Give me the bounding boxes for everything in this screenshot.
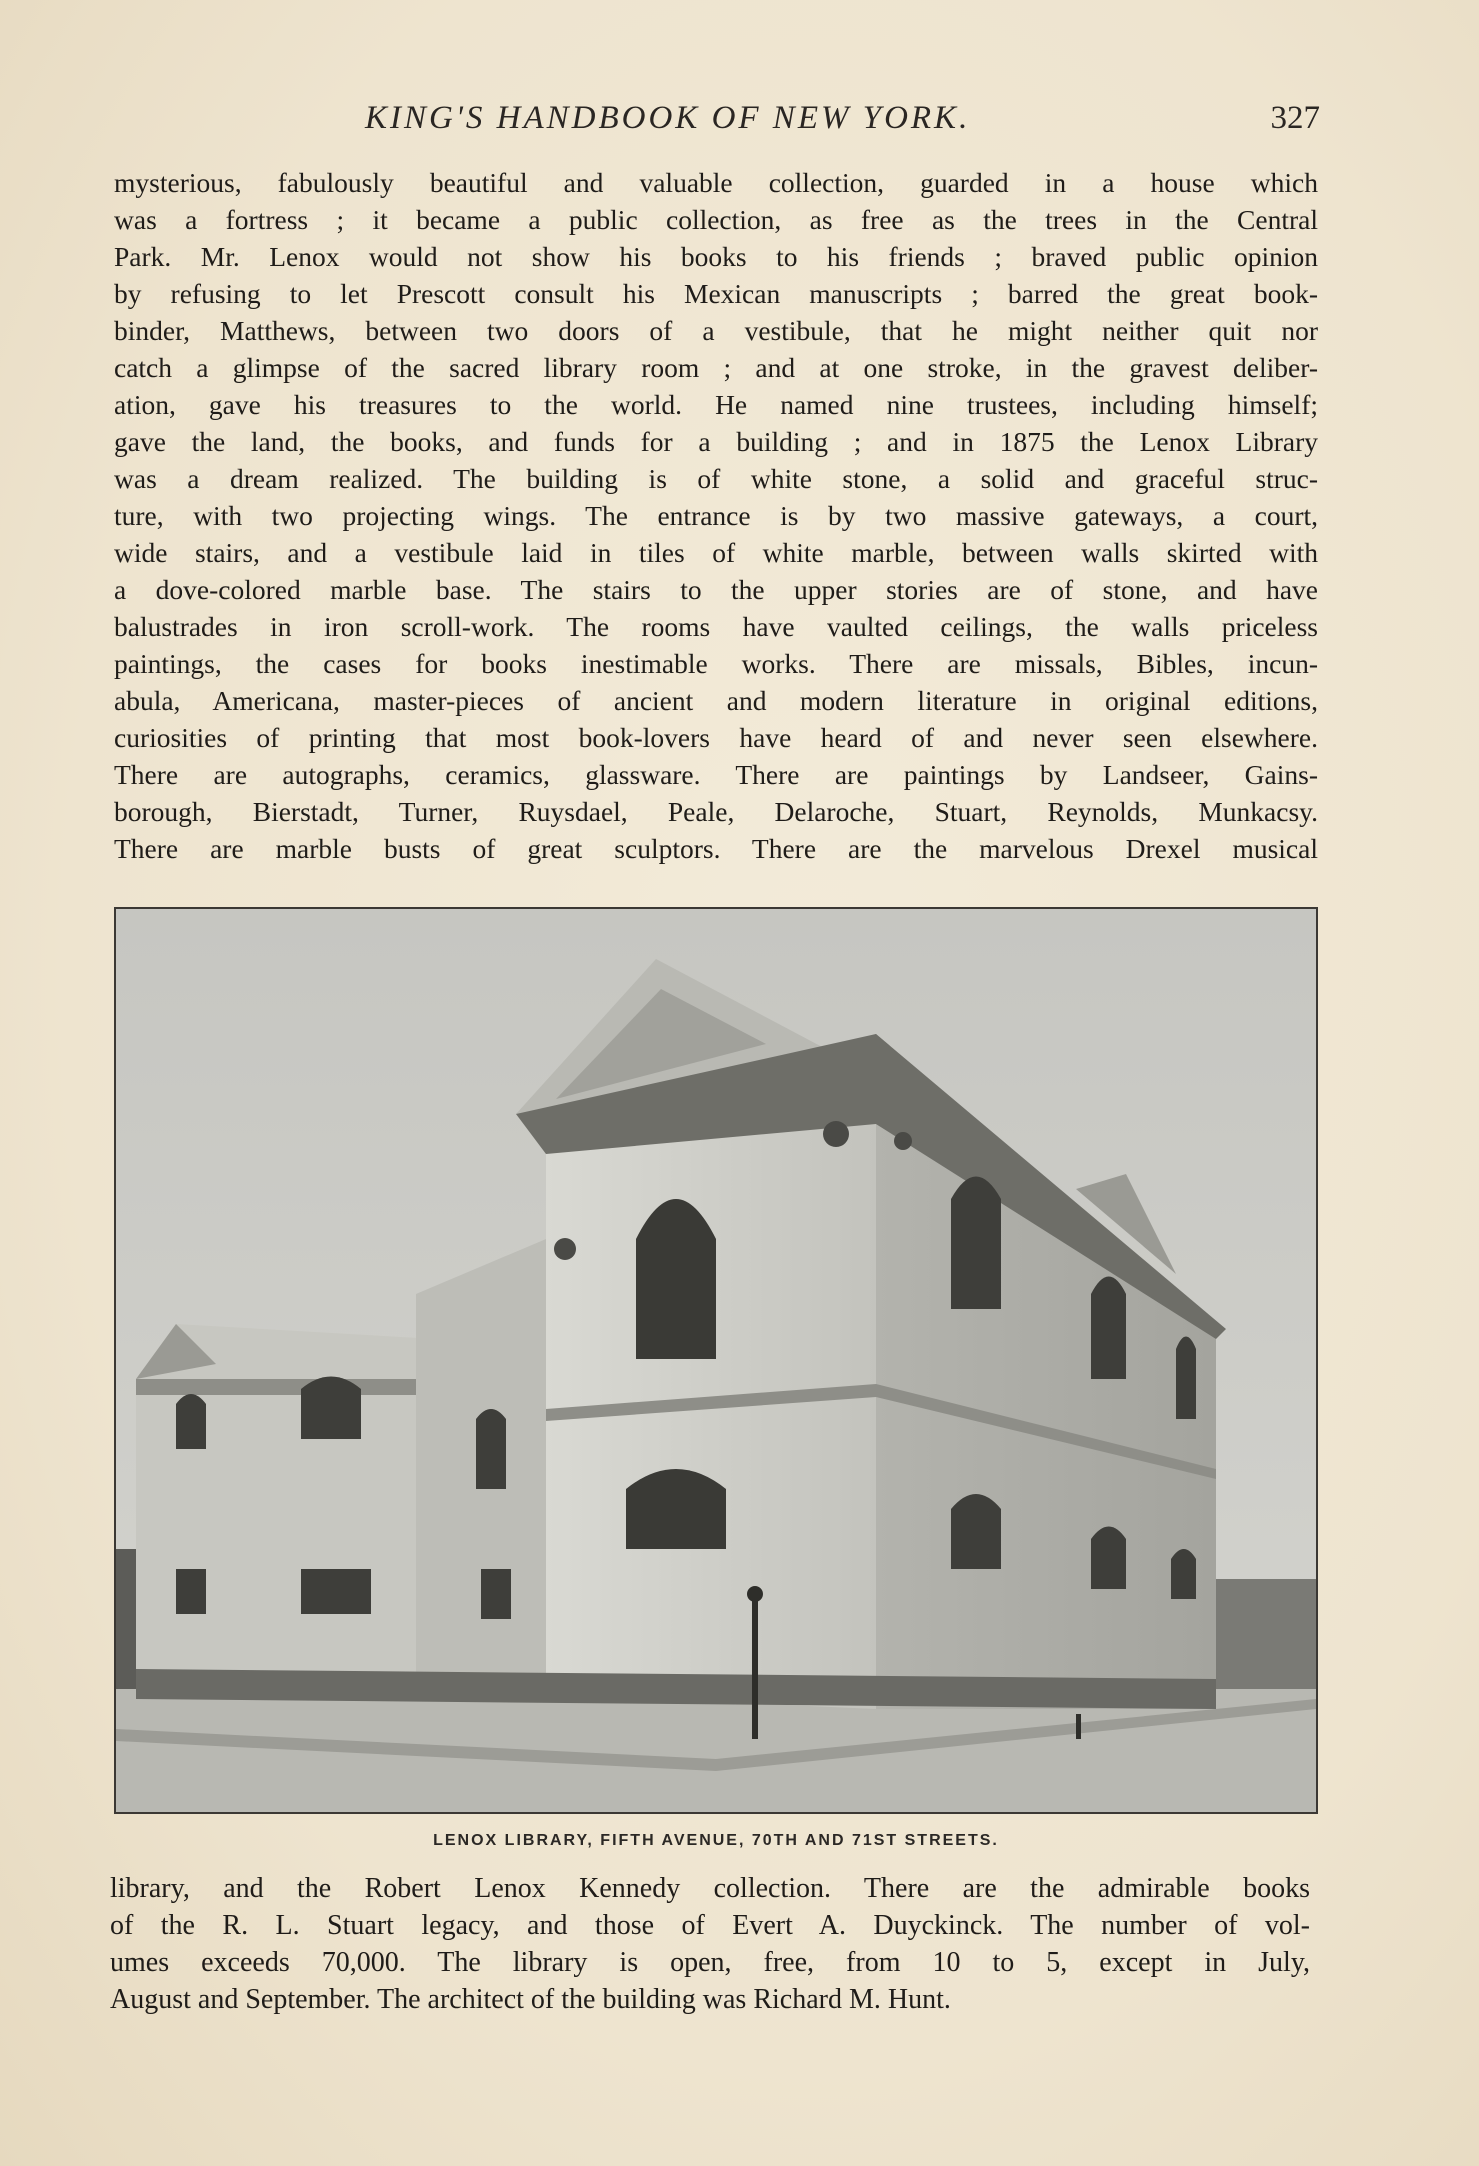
text-line: mysterious, fabulously beautiful and valuable collection, guarded in a house which xyxy=(114,167,1318,198)
text-line: of the R. L. Stuart legacy, and those of Evert A. Duyckinck. The number of vol- xyxy=(110,1910,1310,1941)
page-number: 327 xyxy=(1270,100,1320,136)
text-line: was a dream realized. The building is of white stone, a solid and graceful struc- xyxy=(114,463,1318,494)
text-line: There are marble busts of great sculptors. There are the marvelous Drexel musical xyxy=(114,833,1318,864)
text-line: a dove-colored marble base. The stairs to the upper stories are of stone, and have xyxy=(114,574,1318,605)
figure-caption: LENOX LIBRARY, FIFTH AVENUE, 70TH AND 71ST STREETS. xyxy=(433,1832,999,1849)
text-line: paintings, the cases for books inestimable works. There are missals, Bibles, incun- xyxy=(114,648,1318,679)
text-line: ation, gave his treasures to the world. He named nine trustees, including himself; xyxy=(114,389,1318,420)
text-line: by refusing to let Prescott consult his Mexican manuscripts ; barred the great book- xyxy=(114,278,1318,309)
text-line: gave the land, the books, and funds for a building ; and in 1875 the Lenox Library xyxy=(114,426,1318,457)
text-line: umes exceeds 70,000. The library is open, free, from 10 to 5, except in July, xyxy=(110,1947,1310,1978)
text-line: August and September. The architect of the building was Richard M. Hunt. xyxy=(110,1984,951,2015)
text-line: borough, Bierstadt, Turner, Ruysdael, Peale, Delaroche, Stuart, Reynolds, Munkacsy. xyxy=(114,796,1318,827)
text-line: There are autographs, ceramics, glassware. There are paintings by Landseer, Gains- xyxy=(114,759,1318,790)
text-line: wide stairs, and a vestibule laid in tiles of white marble, between walls skirted with xyxy=(114,537,1318,568)
library-photograph xyxy=(114,907,1318,1814)
text-line: was a fortress ; it became a public collection, as free as the trees in the Central xyxy=(114,204,1318,235)
running-title: KING'S HANDBOOK OF NEW YORK. xyxy=(365,100,971,136)
text-line: ture, with two projecting wings. The entrance is by two massive gateways, a court, xyxy=(114,500,1318,531)
text-line: balustrades in iron scroll-work. The rooms have vaulted ceilings, the walls priceless xyxy=(114,611,1318,642)
text-line: Park. Mr. Lenox would not show his books to his friends ; braved public opinion xyxy=(114,241,1318,272)
text-line: curiosities of printing that most book-lovers have heard of and never seen elsewhere. xyxy=(114,722,1318,753)
text-line: library, and the Robert Lenox Kennedy collection. There are the admirable books xyxy=(110,1873,1310,1904)
text-line: abula, Americana, master-pieces of ancient and modern literature in original editions, xyxy=(114,685,1318,716)
text-line: catch a glimpse of the sacred library room ; and at one stroke, in the gravest deliber- xyxy=(114,352,1318,383)
paragraph-top xyxy=(114,164,1318,867)
library-building-illustration xyxy=(116,909,1316,1812)
text-line: binder, Matthews, between two doors of a vestibule, that he might neither quit nor xyxy=(114,315,1318,346)
paragraph-bottom xyxy=(110,1870,1310,2018)
running-head xyxy=(115,96,1320,146)
